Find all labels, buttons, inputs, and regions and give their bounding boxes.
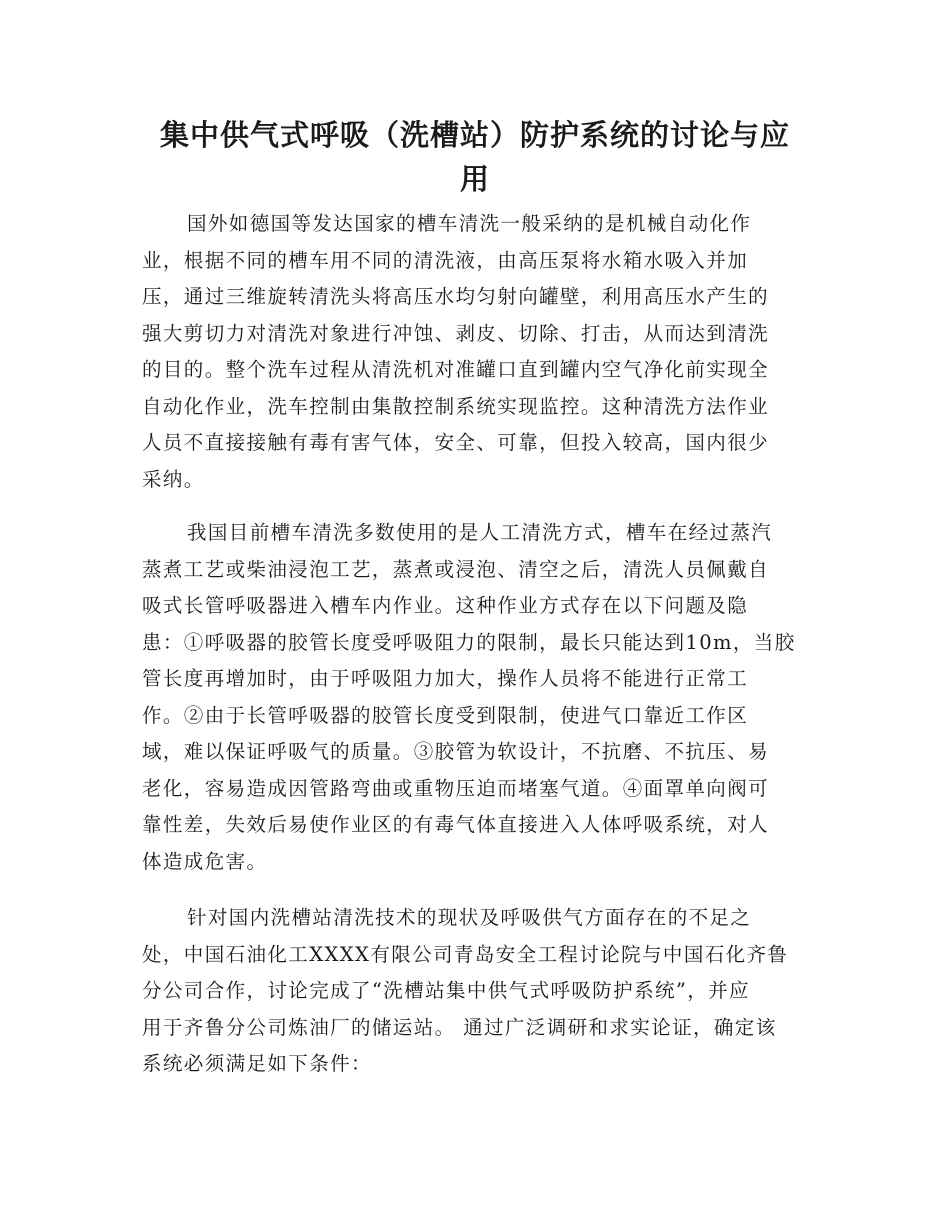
text-line: 我国目前槽车清洗多数使用的是人工清洗方式，槽车在经过蒸汽 [187, 521, 773, 544]
document-title [130, 113, 820, 201]
text-line: 靠性差，失效后易使作业区的有毒气体直接进入人体呼吸系统，对人 [142, 813, 770, 836]
text-line: 国外如德国等发达国家的槽车清洗一般采纳的是机械自动化作 [187, 212, 752, 235]
text-line: 管长度再增加时，由于呼吸阻力加大，操作人员将不能进行正常工 [142, 667, 749, 690]
text-line: 体造成危害。 [142, 849, 268, 873]
text-line: 系统必须满足如下条件： [142, 1052, 372, 1075]
paragraph-domestic-issues [142, 515, 796, 880]
text-line: 吸式长管呼吸器进入槽车内作业。这种作业方式存在以下问题及隐 [142, 594, 749, 617]
text-line: 用于齐鲁分公司炼油厂的储运站。 通过广泛调研和求实论证，确定该 [142, 1015, 777, 1039]
text-line: 蒸煮工艺或柴油浸泡工艺，蒸煮或浸泡、清空之后，清洗人员佩戴自 [142, 557, 770, 581]
paragraph-system-development [142, 900, 788, 1083]
text-line: 自动化作业，洗车控制由集散控制系统实现监控。这种清洗方法作业 [142, 394, 770, 418]
text-line: 作。②由于长管呼吸器的胶管长度受到限制，使进气口靠近工作区 [142, 703, 749, 727]
text-line: 业，根据不同的槽车用不同的清洗液，由高压泵将水箱水吸入并加 [142, 248, 749, 272]
text-line: 人员不直接接触有毒有害气体，安全、可靠，但投入较高，国内很少 [142, 431, 770, 454]
text-line: 的目的。整个洗车过程从清洗机对准罐口直到罐内空气净化前实现全 [142, 358, 770, 381]
text-line: 域，难以保证呼吸气的质量。③胶管为软设计，不抗磨、不抗压、易 [142, 740, 770, 763]
title-line: 用 [459, 162, 490, 196]
title-line: 集中供气式呼吸（洗槽站）防护系统的讨论与应 [159, 118, 790, 152]
text-line: 针对国内洗槽站清洗技术的现状及呼吸供气方面存在的不足之 [187, 906, 752, 929]
text-line: 分公司合作，讨论完成了“洗槽站集中供气式呼吸防护系统”，并应 [142, 979, 750, 1002]
text-line: 采纳。 [142, 467, 205, 491]
text-line: 老化，容易造成因管路弯曲或重物压迫而堵塞气道。④面罩单向阀可 [142, 776, 770, 800]
text-line: 压，通过三维旋转清洗头将高压水均匀射向罐壁，利用高压水产生的 [142, 285, 770, 308]
text-line: 处，中国石油化工XXXX有限公司青岛安全工程讨论院与中国石化齐鲁 [142, 942, 789, 966]
paragraph-foreign-practice [142, 206, 769, 498]
text-line: 强大剪切力对清洗对象进行冲蚀、剥皮、切除、打击，从而达到清洗 [142, 321, 770, 345]
text-line: 患：①呼吸器的胶管长度受呼吸阻力的限制，最长只能达到10m，当胶 [142, 630, 796, 654]
